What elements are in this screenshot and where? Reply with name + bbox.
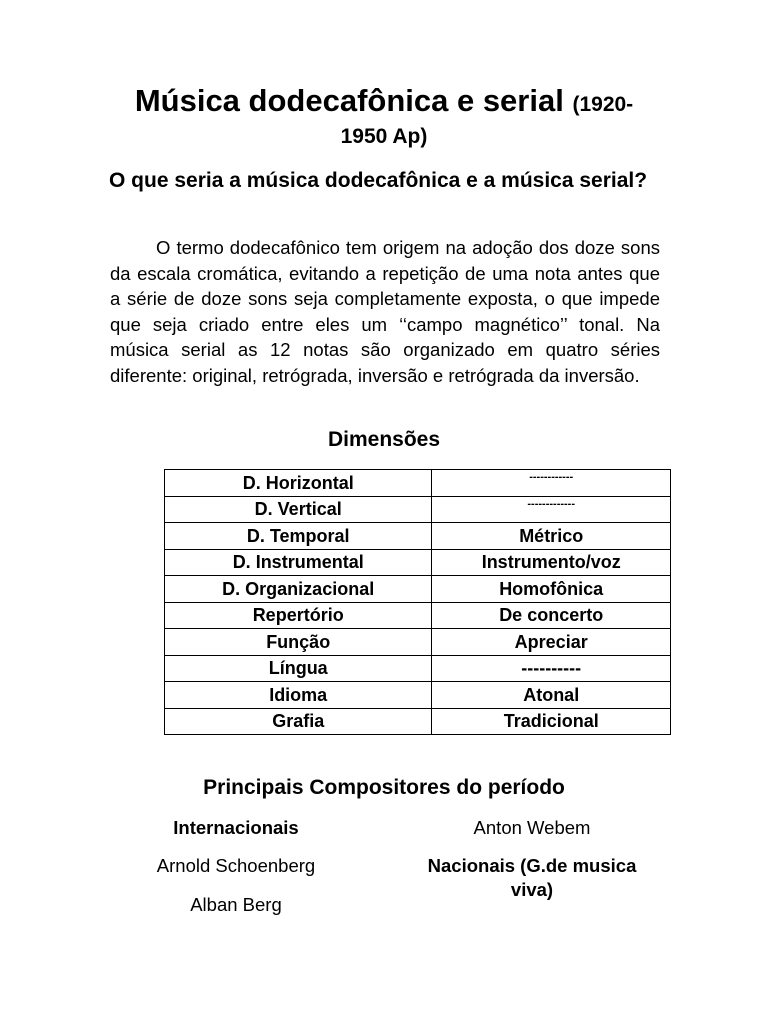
table-cell-label: D. Organizacional <box>165 576 432 603</box>
table-row <box>165 523 671 550</box>
table-cell-value: Apreciar <box>432 629 671 656</box>
table-cell-label: D. Instrumental <box>165 549 432 576</box>
table-row <box>165 549 671 576</box>
table-cell-value: ------------ <box>432 470 671 497</box>
table-cell-label: D. Vertical <box>165 496 432 523</box>
table-row <box>165 576 671 603</box>
table-row <box>165 496 671 523</box>
table-row <box>165 682 671 709</box>
dimensions-heading: Dimensões <box>327 428 441 451</box>
table-row <box>165 629 671 656</box>
table-cell-label: D. Horizontal <box>165 470 432 497</box>
nacionais-label: Nacionais (G.de musica viva) <box>427 855 637 900</box>
title-main: Música dodecafônica e serial <box>134 83 564 118</box>
table-row <box>165 602 671 629</box>
table-cell-value: Tradicional <box>432 708 671 735</box>
table-cell-value: De concerto <box>432 602 671 629</box>
table-cell-value: Atonal <box>432 682 671 709</box>
table-cell-label: Língua <box>165 655 432 682</box>
composers-heading: Principais Compositores do período <box>203 776 565 799</box>
composer-name: Anton Webem <box>473 817 591 838</box>
dimensions-table <box>164 469 671 735</box>
table-cell-value: Homofônica <box>432 576 671 603</box>
table-cell-label: Grafia <box>165 708 432 735</box>
table-row <box>165 655 671 682</box>
table-cell-value: Métrico <box>432 523 671 550</box>
composer-name: Arnold Schoenberg <box>156 855 316 876</box>
table-cell-label: D. Temporal <box>165 523 432 550</box>
table-row <box>165 708 671 735</box>
table-cell-label: Idioma <box>165 682 432 709</box>
table-row <box>165 470 671 497</box>
composer-name: Alban Berg <box>190 894 282 915</box>
table-cell-value: ------------- <box>432 496 671 523</box>
table-cell-label: Função <box>165 629 432 656</box>
table-cell-value: ---------- <box>432 655 671 682</box>
body-paragraph: O termo dodecafônico tem origem na adoção dos doze sons da escala cromática, evitando a repetição de uma nota antes que a série de doze sons seja completamente exposta, o que impede que seja criado entre eles um ‘‘campo magnético’’ tonal. Na música serial as 12 notas são organizado em quatro séries diferente: original, retrógrada, inversão e retrógrada da inversão. <box>110 237 660 386</box>
title-years-start: (1920- <box>572 93 634 116</box>
table-cell-value: Instrumento/voz <box>432 549 671 576</box>
table-cell-label: Repertório <box>165 602 432 629</box>
internacionais-label: Internacionais <box>173 817 299 838</box>
question-heading: O que seria a música dodecafônica e a música serial? <box>109 169 648 192</box>
title-years-end: 1950 Ap) <box>340 125 428 148</box>
page-title <box>100 84 668 152</box>
